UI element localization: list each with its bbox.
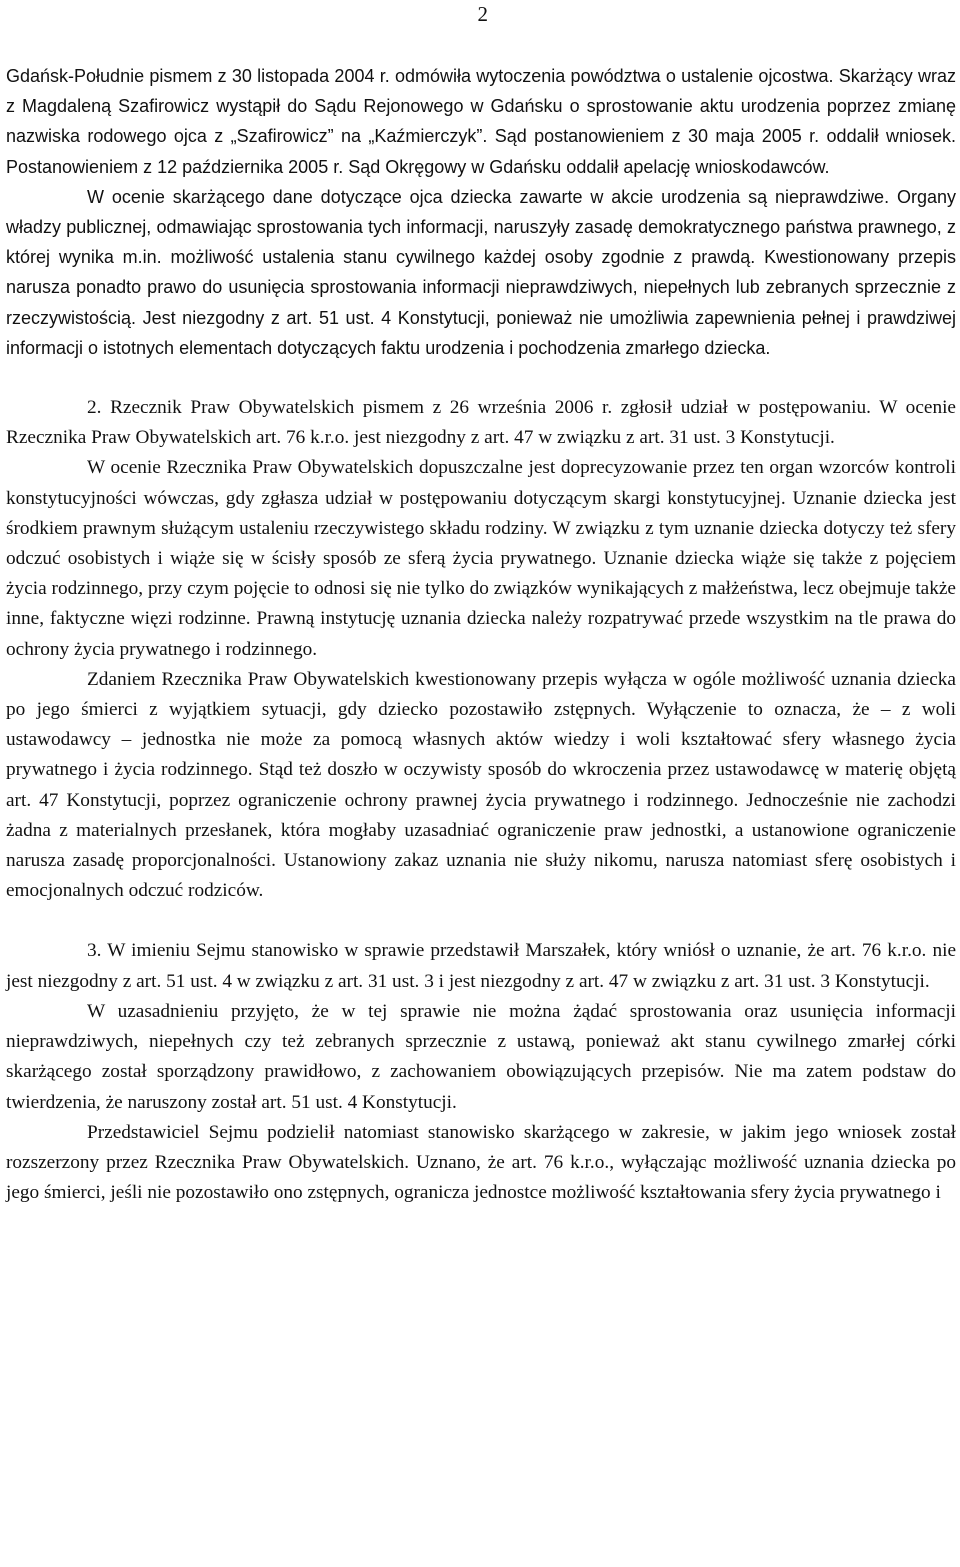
paragraph-sejm-justification: W uzasadnieniu przyjęto, że w tej sprawie nie można żądać sprostowania oraz usunięcia informacji nieprawdziwych, niepełnych czy też zebranych sprzecznie z ustawą, ponieważ akt stanu cywilnego zmarłej córki skarżącego został sporządzony prawidłowo, z zachowaniem obowiązujących przepisów. Nie ma zatem podstaw do twierdzenia, że naruszony został art. 51 ust. 4 Konstytucji. xyxy=(6,1000,956,1113)
paragraph-ombudsman-standards: W ocenie Rzecznika Praw Obywatelskich dopuszczalne jest doprecyzowanie przez ten organ wzorców kontroli konstytucyjności wówczas, gdy zgłasza udział w postępowaniu dotyczącym skargi konstytucyjnej. Uznanie dziecka jest środkiem prawnym służącym ustaleniu rzeczywistego składu rodziny. W związku z tym uznanie dziecka dotyczy też sfery odczuć osobistych i wiąże się w ścisły sposób ze sferą życia prywatnego. Uznanie dziecka wiąże się także z pojęciem życia rodzinnego, przy czym pojęcie to odnosi się nie tylko do związków wynikających z małżeństwa, lecz obejmuje także inne, faktyczne więzi rodzinne. Prawną instytucję uznania dziecka należy rozpatrywać przede wszystkim na tle prawa do ochrony życia prywatnego i rodzinnego. xyxy=(6,457,956,660)
paragraph-sejm-position: 3. W imieniu Sejmu stanowisko w sprawie przedstawił Marszałek, który wniósł o uznanie, że art. 76 k.r.o. nie jest niezgodny z art. 51 ust. 4 w związku z art. 31 ust. 3 i jest niezgodny z art. 47 w związku z art. 31 ust. 3 Konstytucji. xyxy=(6,940,956,992)
paragraph-intro-continuation: Gdańsk-Południe pismem z 30 listopada 2004 r. odmówiła wytoczenia powództwa o ustalenie ojcostwa. Skarżący wraz z Magdaleną Szafirowicz wystąpił do Sądu Rejonowego w Gdańsku o sprostowanie aktu urodzenia poprzez zmianę nazwiska rodowego ojca z „Szafirowicz” na „Kaźmierczyk”. Sąd postanowieniem z 30 maja 2005 r. oddalił wniosek. Postanowieniem z 12 października 2005 r. Sąd Okręgowy w Gdańsku oddalił apelację wnioskodawców. xyxy=(6,66,956,177)
document-body xyxy=(6,61,956,1208)
page-number: 2 xyxy=(477,2,488,26)
paragraph-ombudsman-participation: 2. Rzecznik Praw Obywatelskich pismem z 26 września 2006 r. zgłosił udział w postępowaniu. W ocenie Rzecznika Praw Obywatelskich art. 76 k.r.o. jest niezgodny z art. 47 w związku z art. 31 ust. 3 Konstytucji. xyxy=(6,397,956,449)
paragraph-sejm-representative: Przedstawiciel Sejmu podzielił natomiast stanowisko skarżącego w zakresie, w jakim jego wniosek został rozszerzony przez Rzecznika Praw Obywatelskich. Uznano, że art. 76 k.r.o., wyłączając możliwość uznania dziecka po jego śmierci, jeśli nie pozostawiło ono zstępnych, ogranicza jednostce możliwość kształtowania sfery życia prywatnego i xyxy=(6,1121,956,1204)
paragraph-complainant-argument: W ocenie skarżącego dane dotyczące ojca dziecka zawarte w akcie urodzenia są nieprawdziwe. Organy władzy publicznej, odmawiając sprostowania tych informacji, naruszyły zasadę demokratycznego państwa prawnego, z której wynika m.in. możliwość ustalenia stanu cywilnego każdej osoby zgodnie z prawdą. Kwestionowany przepis narusza ponadto prawo do usunięcia sprostowania informacji nieprawdziwych, niepełnych lub zebranych sprzecznie z rzeczywistością. Jest niezgodny z art. 51 ust. 4 Konstytucji, ponieważ nie umożliwia zapewnienia pełnej i prawdziwej informacji o istotnych elementach dotyczących faktu urodzenia i pochodzenia zmarłego dziecka. xyxy=(6,186,956,358)
paragraph-ombudsman-opinion: Zdaniem Rzecznika Praw Obywatelskich kwestionowany przepis wyłącza w ogóle możliwość uznania dziecka po jego śmierci z wyjątkiem sytuacji, gdy dziecko pozostawiło zstępnych. Wyłączenie to oznacza, że – z woli ustawodawcy – jednostka nie może za pomocą własnych aktów wiedzy i woli kształtować sfery własnego życia prywatnego i życia rodzinnego. Stąd też doszło w oczywisty sposób do wkroczenia przez ustawodawcę w materię objętą art. 47 Konstytucji, poprzez ograniczenie ochrony prawnej życia prywatnego i rodzinnego. Jednocześnie nie zachodzi żadna z materialnych przesłanek, która mogłaby uzasadniać ograniczenie praw jednostki, a ustanowione ograniczenie narusza zasadę proporcjonalności. Ustanowiony zakaz uznania nie służy nikomu, narusza natomiast sferę osobistych i emocjonalnych odczuć rodziców. xyxy=(6,668,956,902)
